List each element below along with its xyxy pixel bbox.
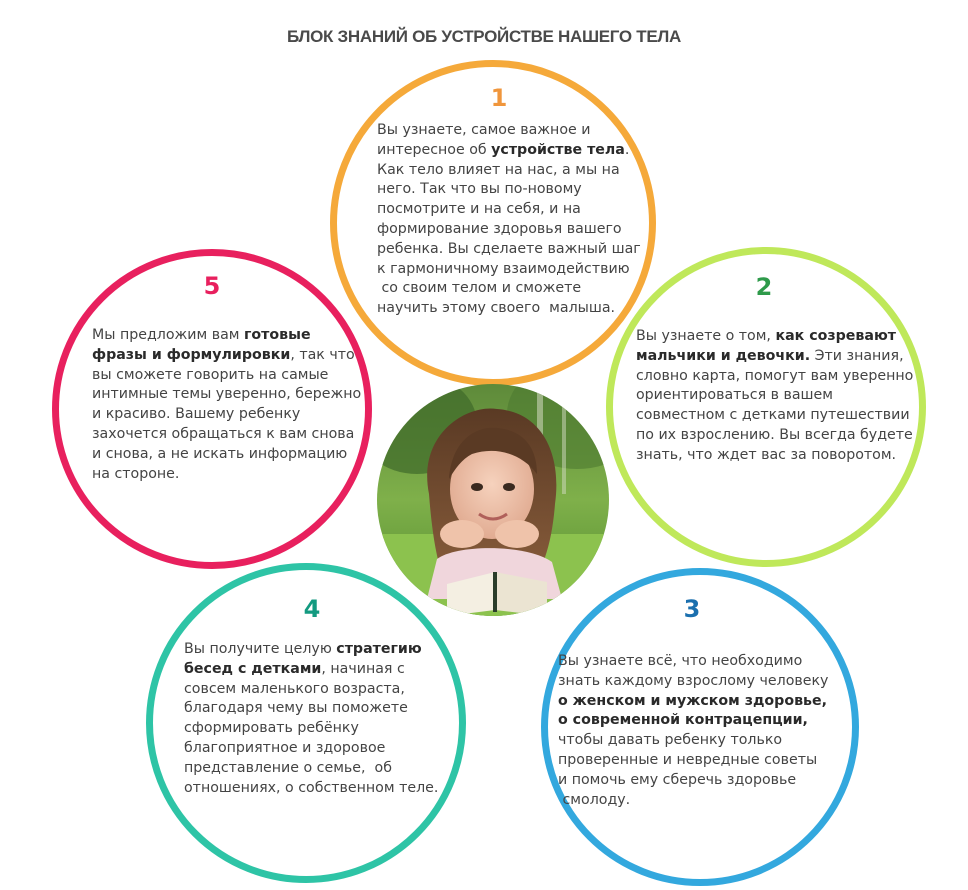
text-line: [377, 279, 641, 299]
text-line: [558, 751, 828, 771]
circle-1: [330, 60, 656, 386]
text-plain: , так что: [290, 346, 355, 363]
text-plain: Как тело влияет на нас, а мы на: [377, 161, 620, 178]
text-plain: благоприятное и здоровое: [184, 739, 386, 756]
text-plain: него. Так что вы по-новому: [377, 181, 582, 198]
text-line: [558, 791, 828, 811]
text-line: [92, 425, 361, 445]
text-plain: совместном с детками путешествии: [636, 407, 910, 424]
block-text-3: [558, 652, 828, 810]
text-plain: к гармоничному взаимодействию: [377, 260, 630, 277]
girl-with-book-image: [377, 384, 609, 616]
text-line: [377, 161, 641, 181]
text-line: [558, 711, 828, 731]
text-line: [377, 121, 641, 141]
text-plain: сформировать ребёнку: [184, 720, 359, 737]
text-plain: знать, что ждет вас за поворотом.: [636, 446, 897, 463]
text-line: [636, 347, 913, 367]
text-plain: Мы предложим вам: [92, 327, 245, 343]
block-number-5: 5: [203, 272, 221, 300]
text-bold: стратегию: [336, 641, 422, 657]
text-plain: чтобы давать ребенку только: [558, 732, 783, 749]
text-plain: посмотрите и на себя, и на: [377, 201, 581, 218]
text-plain: Вы узнаете, самое важное и: [377, 122, 591, 138]
block-text-2: [636, 327, 913, 466]
text-plain: интимные темы уверенно, бережно: [92, 386, 362, 403]
text-plain: научить этому своего малыша.: [377, 300, 616, 317]
text-line: [377, 299, 641, 319]
text-bold: готовые: [244, 327, 311, 343]
text-bold: мальчики и девочки.: [636, 347, 811, 364]
text-line: [92, 366, 361, 386]
text-plain: захочется обращаться к вам снова: [92, 425, 355, 442]
text-plain: Вы узнаете о том,: [636, 328, 776, 344]
text-line: [377, 180, 641, 200]
text-plain: словно карта, помогут вам уверенно: [636, 367, 914, 384]
page-title: БЛОК ЗНАНИЙ ОБ УСТРОЙСТВЕ НАШЕГО ТЕЛА: [287, 27, 681, 46]
text-line: [92, 405, 361, 425]
text-line: [184, 759, 438, 779]
text-bold: о современной контрацепции,: [558, 712, 808, 729]
circle-4: [146, 563, 466, 883]
text-line: [636, 327, 913, 347]
text-line: [184, 660, 438, 680]
text-plain: и красиво. Вашему ребенку: [92, 406, 301, 423]
girl-photo: [377, 384, 609, 616]
text-line: [636, 386, 913, 406]
text-line: [184, 719, 438, 739]
block-text-4: [184, 640, 438, 798]
text-plain: вы сможете говорить на самые: [92, 366, 329, 383]
text-bold: о женском и мужском здоровье,: [558, 692, 828, 709]
text-line: [377, 240, 641, 260]
text-line: [184, 699, 438, 719]
text-bold: фразы и формулировки: [92, 346, 291, 363]
text-plain: представление о семье, об: [184, 759, 392, 776]
text-line: [92, 445, 361, 465]
text-line: [184, 739, 438, 759]
text-line: [558, 731, 828, 751]
text-line: [377, 260, 641, 280]
text-plain: и помочь ему сберечь здоровье: [558, 771, 797, 788]
text-plain: и снова, а не искать информацию: [92, 445, 348, 462]
text-line: [636, 426, 913, 446]
text-line: [184, 640, 438, 660]
text-line: [558, 692, 828, 712]
text-plain: смолоду.: [558, 791, 631, 808]
circle-2: [606, 247, 926, 567]
text-line: [636, 406, 913, 426]
text-plain: формирование здоровья вашего: [377, 220, 622, 237]
text-bold: бесед с детками: [184, 660, 322, 677]
circle-3: [541, 568, 859, 886]
block-number-1: 1: [490, 84, 508, 112]
text-plain: знать каждому взрослому человеку: [558, 672, 829, 689]
text-plain: Эти знания,: [810, 347, 904, 364]
text-line: [558, 652, 828, 672]
circle-5: [52, 249, 372, 569]
text-line: [92, 385, 361, 405]
text-plain: по их взрослению. Вы всегда будете: [636, 426, 913, 443]
text-line: [92, 326, 361, 346]
text-plain: на стороне.: [92, 465, 180, 482]
text-line: [92, 346, 361, 366]
block-number-2: 2: [755, 273, 773, 301]
text-plain: проверенные и невредные советы: [558, 751, 818, 768]
text-plain: Вы получите целую: [184, 641, 337, 657]
text-line: [377, 200, 641, 220]
text-line: [636, 367, 913, 387]
text-plain: благодаря чему вы поможете: [184, 700, 408, 717]
text-plain: совсем маленького возраста,: [184, 680, 405, 697]
text-plain: Вы узнаете всё, что необходимо: [558, 653, 803, 669]
block-number-4: 4: [303, 595, 321, 623]
block-text-5: [92, 326, 361, 484]
text-plain: со своим телом и сможете: [377, 280, 582, 297]
text-bold: устройстве тела: [491, 141, 625, 158]
block-text-1: [377, 121, 641, 319]
text-plain: ориентироваться в вашем: [636, 387, 833, 404]
block-number-3: 3: [683, 595, 701, 623]
text-plain: , начиная с: [321, 660, 405, 677]
text-plain: интересное об: [377, 141, 492, 158]
text-line: [636, 446, 913, 466]
text-line: [184, 779, 438, 799]
text-plain: отношениях, о собственном теле.: [184, 779, 439, 796]
text-plain: ребенка. Вы сделаете важный шаг: [377, 240, 641, 257]
text-line: [184, 680, 438, 700]
text-line: [92, 465, 361, 485]
text-line: [377, 220, 641, 240]
text-line: [558, 672, 828, 692]
text-line: [558, 771, 828, 791]
text-plain: .: [624, 141, 630, 158]
text-bold: как созревают: [775, 328, 896, 344]
text-line: [377, 141, 641, 161]
